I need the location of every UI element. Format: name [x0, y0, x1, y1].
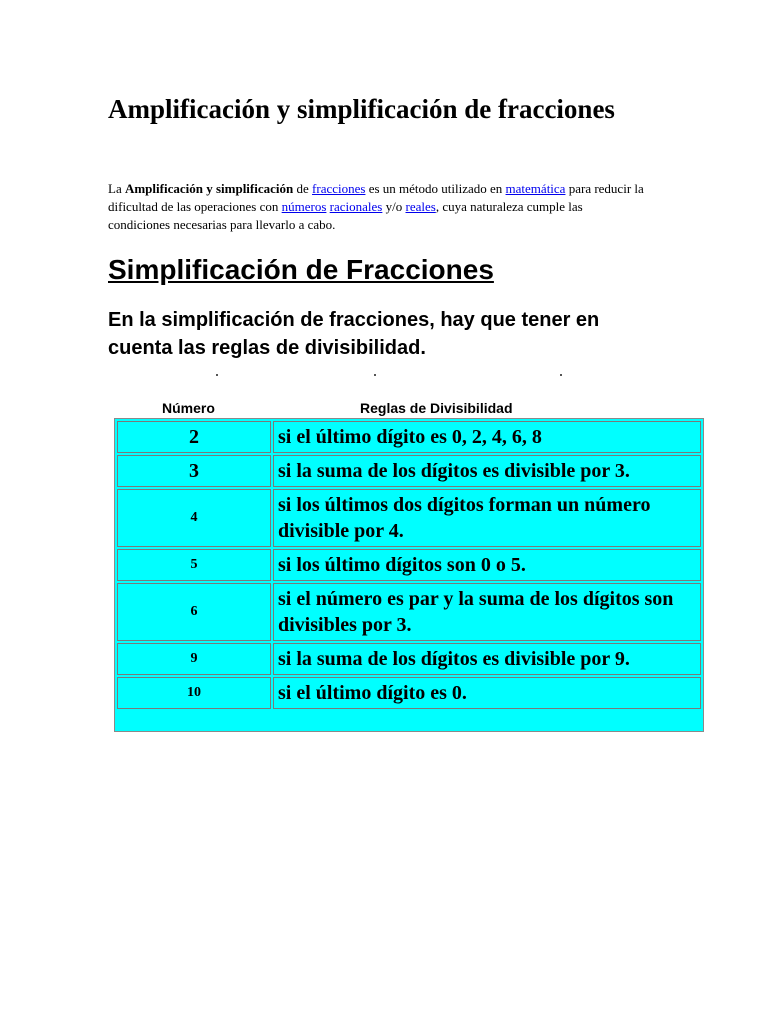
row-rule: si el último dígito es 0, 2, 4, 6, 8 — [273, 421, 701, 453]
row-rule: si los últimos dos dígitos forman un número divisible por 4. — [273, 489, 701, 547]
intro-text: para reducir la dificultad de las operaciones con — [108, 181, 644, 214]
row-number: 10 — [117, 677, 271, 709]
row-rule: si el número es par y la suma de los dígitos son divisibles por 3. — [273, 583, 701, 641]
table-row — [117, 583, 701, 641]
table-row — [117, 489, 701, 547]
row-number: 5 — [117, 549, 271, 581]
row-number: 3 — [117, 455, 271, 487]
row-number: 9 — [117, 643, 271, 675]
row-number: 4 — [117, 489, 271, 547]
row-rule: si los último dígitos son 0 o 5. — [273, 549, 701, 581]
table-spacer-row — [117, 711, 701, 729]
row-number: 2 — [117, 421, 271, 453]
link-matematica[interactable]: matemática — [505, 181, 566, 196]
scan-artifact-dot — [374, 374, 376, 376]
row-rule: si el último dígito es 0. — [273, 677, 701, 709]
row-rule: si la suma de los dígitos es divisible por 9. — [273, 643, 701, 675]
link-numeros[interactable]: números — [281, 199, 327, 214]
link-reales[interactable]: reales — [405, 199, 436, 214]
section-subheading: En la simplificación de fracciones, hay que tener en cuenta las reglas de divisibilidad. — [108, 309, 600, 359]
divisibility-rules-table — [114, 418, 704, 732]
intro-text: es un método utilizado en — [365, 181, 506, 196]
intro-bold-term: Amplificación y simplificación — [124, 181, 294, 196]
table-row — [117, 677, 701, 709]
intro-text: , cuya naturaleza cumple las condiciones necesarias para llevarlo a cabo. — [108, 199, 583, 232]
column-header-rules: Reglas de Divisibilidad — [360, 400, 513, 416]
scan-artifact-dot — [216, 374, 218, 376]
section-heading: Simplificación de Fracciones — [108, 254, 494, 285]
table-row — [117, 455, 701, 487]
page-title: Amplificación y simplificación de fracciones — [108, 94, 615, 124]
table-spacer-cell — [117, 711, 701, 729]
row-number: 6 — [117, 583, 271, 641]
scan-artifact-dot — [560, 374, 562, 376]
intro-text: La — [108, 181, 125, 196]
intro-text: y/o — [382, 199, 406, 214]
intro-text: de — [293, 181, 313, 196]
table-row — [117, 549, 701, 581]
link-fracciones[interactable]: fracciones — [312, 181, 366, 196]
table-row — [117, 421, 701, 453]
table-row — [117, 643, 701, 675]
link-racionales[interactable]: racionales — [329, 199, 383, 214]
intro-paragraph — [108, 180, 648, 234]
column-header-number: Número — [162, 400, 215, 416]
row-rule: si la suma de los dígitos es divisible por 3. — [273, 455, 701, 487]
